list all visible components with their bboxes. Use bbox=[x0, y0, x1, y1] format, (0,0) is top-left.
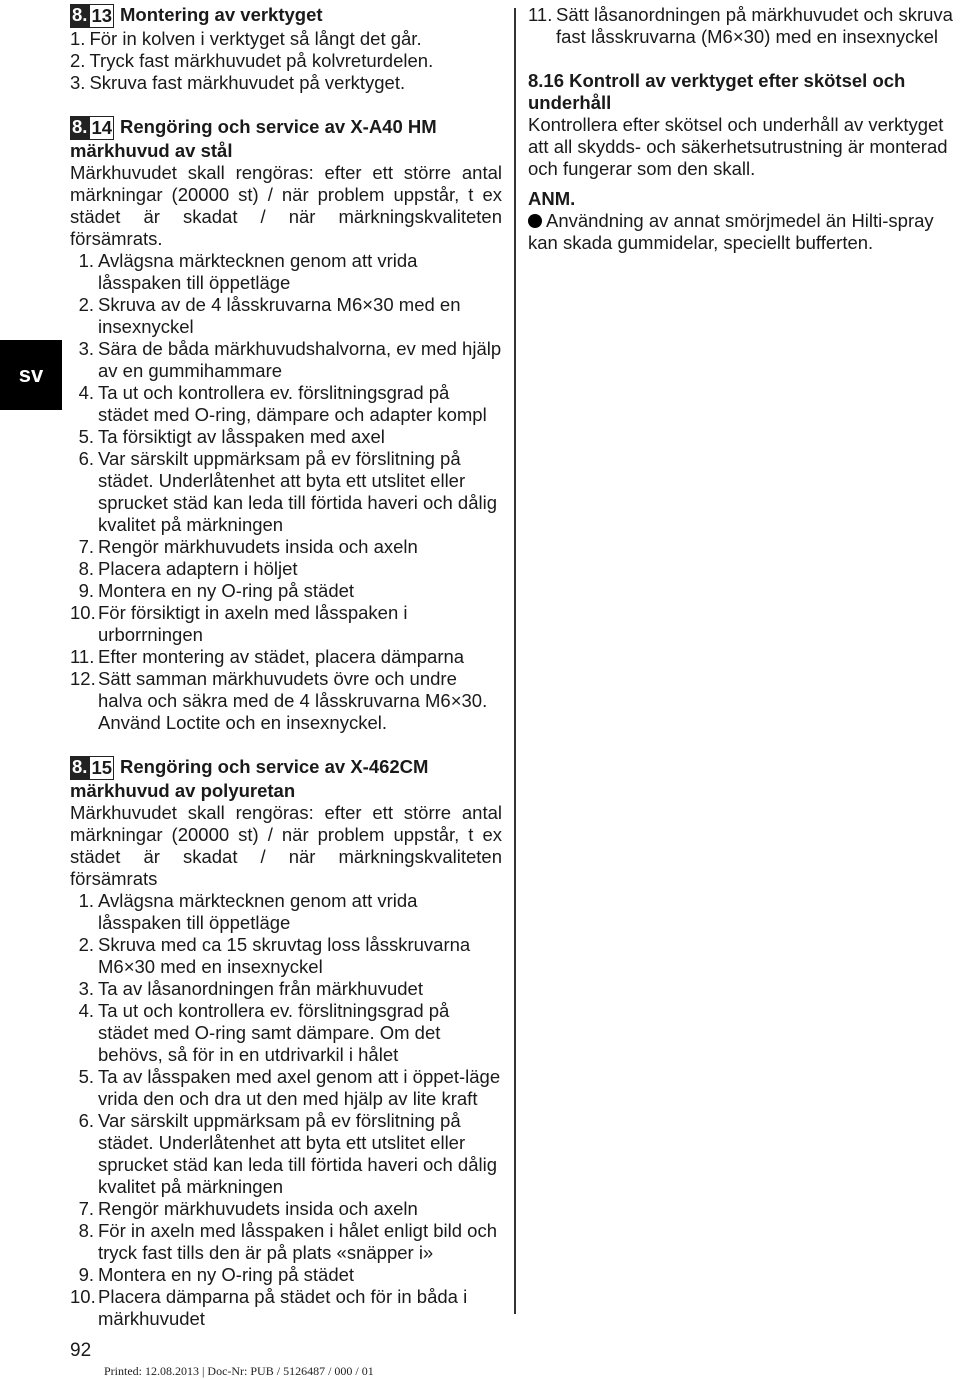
list-item: 3. Skruva fast märkhuvudet på verktyget. bbox=[70, 72, 406, 93]
section-heading bbox=[70, 756, 502, 802]
list-item: 12. Sätt samman märkhuvudets övre och undre halva och säkra med de 4 låsskruvarna M6×30. Använd Loctite och en insexnyckel. bbox=[70, 668, 488, 733]
section-8-14 bbox=[70, 116, 502, 734]
list-item: 1. För in kolven i verktyget så långt det går. bbox=[70, 28, 422, 49]
list-item: 10. Placera dämparna på städet och för in båda i märkhuvudet bbox=[70, 1286, 468, 1329]
section-heading bbox=[70, 4, 502, 28]
left-column bbox=[70, 4, 502, 1352]
section-8-16 bbox=[528, 70, 960, 254]
page-number: 92 bbox=[70, 1340, 92, 1361]
column-divider bbox=[514, 8, 516, 1314]
section-title: Rengöring och service av X-462CM märkhuvud av polyuretan bbox=[70, 756, 429, 801]
section-title: Montering av verktyget bbox=[120, 4, 323, 25]
note-text: Användning av annat smörjmedel än Hilti-spray kan skada gummidelar, speciellt bufferten. bbox=[528, 210, 934, 253]
section-number-badge: 8. 15 bbox=[72, 756, 113, 778]
list-item: 2. Tryck fast märkhuvudet på kolvreturdelen. bbox=[70, 50, 434, 71]
step-list bbox=[70, 28, 502, 94]
list-item: 7. Rengör märkhuvudets insida och axeln bbox=[78, 536, 418, 557]
section-number-badge: 8. 14 bbox=[72, 116, 113, 138]
note-item bbox=[528, 210, 960, 254]
list-item: 7. Rengör märkhuvudets insida och axeln bbox=[78, 1198, 418, 1219]
list-item: 6. Var särskilt uppmärksam på ev förslitning på städet. Underlåtenhet att byta ett utslitet eller sprucket städ kan leda till förtida haveri och dålig kvalitet på märkningen bbox=[78, 448, 497, 535]
list-item: 3. Ta av låsanordningen från märkhuvudet bbox=[78, 978, 423, 999]
section-8-13 bbox=[70, 4, 502, 94]
list-item: 8. För in axeln med låsspaken i hålet enligt bild och tryck fast tills den är på plats «snäpper i» bbox=[78, 1220, 498, 1263]
step-list bbox=[70, 250, 502, 734]
list-item: 1. Avlägsna märktecknen genom att vrida låsspaken till öppetläge bbox=[78, 890, 418, 933]
list-item: 11. Efter montering av städet, placera dämparna bbox=[70, 646, 465, 667]
section-title: Rengöring och service av X-A40 HM märkhuvud av stål bbox=[70, 116, 437, 161]
section-intro: Märkhuvudet skall rengöras: efter ett större antal märkningar (20000 st) / när problem uppstår, t ex städet är skadat / när märkningskvaliteten försämrats bbox=[70, 802, 502, 889]
language-tab: sv bbox=[0, 340, 62, 410]
step-list-continued bbox=[528, 4, 960, 48]
list-item: 10. För försiktigt in axeln med låsspaken i urborrningen bbox=[70, 602, 408, 645]
list-item: 1. Avlägsna märktecknen genom att vrida låsspaken till öppetläge bbox=[78, 250, 418, 293]
section-title: 8.16 Kontroll av verktyget efter skötsel och underhåll bbox=[528, 70, 906, 113]
right-column bbox=[528, 4, 960, 276]
section-intro: Märkhuvudet skall rengöras: efter ett större antal märkningar (20000 st) / när problem uppstår, t ex städet är skadat / när märkningskvaliteten försämrats. bbox=[70, 162, 502, 249]
list-item: 9. Montera en ny O-ring på städet bbox=[78, 580, 355, 601]
list-item: 5. Ta av låsspaken med axel genom att i öppet-läge vrida den och dra ut den med hjälp av lite kraft bbox=[78, 1066, 501, 1109]
list-item: 2. Skruva av de 4 låsskruvarna M6×30 med en insexnyckel bbox=[78, 294, 461, 337]
list-item: 8. Placera adaptern i höljet bbox=[78, 558, 298, 579]
section-number-badge: 8. 13 bbox=[72, 4, 113, 26]
list-item: 9. Montera en ny O-ring på städet bbox=[78, 1264, 355, 1285]
note-heading: ANM. bbox=[528, 188, 576, 209]
section-text: Kontrollera efter skötsel och underhåll av verktyget att all skydds- och säkerhetsutrustning är monterad och fungerar som den skall. bbox=[528, 114, 948, 179]
step-list bbox=[70, 890, 502, 1330]
list-item: 11. Sätt låsanordningen på märkhuvudet och skruva fast låsskruvarna (M6×30) med en insexnyckel bbox=[528, 4, 953, 47]
list-item: 2. Skruva med ca 15 skruvtag loss låsskruvarna M6×30 med en insexnyckel bbox=[78, 934, 471, 977]
list-item: 4. Ta ut och kontrollera ev. förslitningsgrad på städet med O-ring, dämpare och adapter kompl bbox=[78, 382, 487, 425]
section-heading bbox=[70, 116, 502, 162]
list-item: 4. Ta ut och kontrollera ev. förslitningsgrad på städet med O-ring samt dämpare. Om det behövs, så för in en utdrivarkil i hålet bbox=[78, 1000, 450, 1065]
print-footer: Printed: 12.08.2013 | Doc-Nr: PUB / 5126487 / 000 / 01 bbox=[104, 1364, 374, 1378]
list-item: 3. Sära de båda märkhuvudshalvorna, ev med hjälp av en gummihammare bbox=[78, 338, 502, 381]
bullet-icon bbox=[528, 214, 542, 228]
section-8-15 bbox=[70, 756, 502, 1330]
list-item: 6. Var särskilt uppmärksam på ev förslitning på städet. Underlåtenhet att byta ett utslitet eller sprucket städ kan leda till förtida haveri och dålig kvalitet på märkningen bbox=[78, 1110, 497, 1197]
list-item: 5. Ta försiktigt av låsspaken med axel bbox=[78, 426, 385, 447]
